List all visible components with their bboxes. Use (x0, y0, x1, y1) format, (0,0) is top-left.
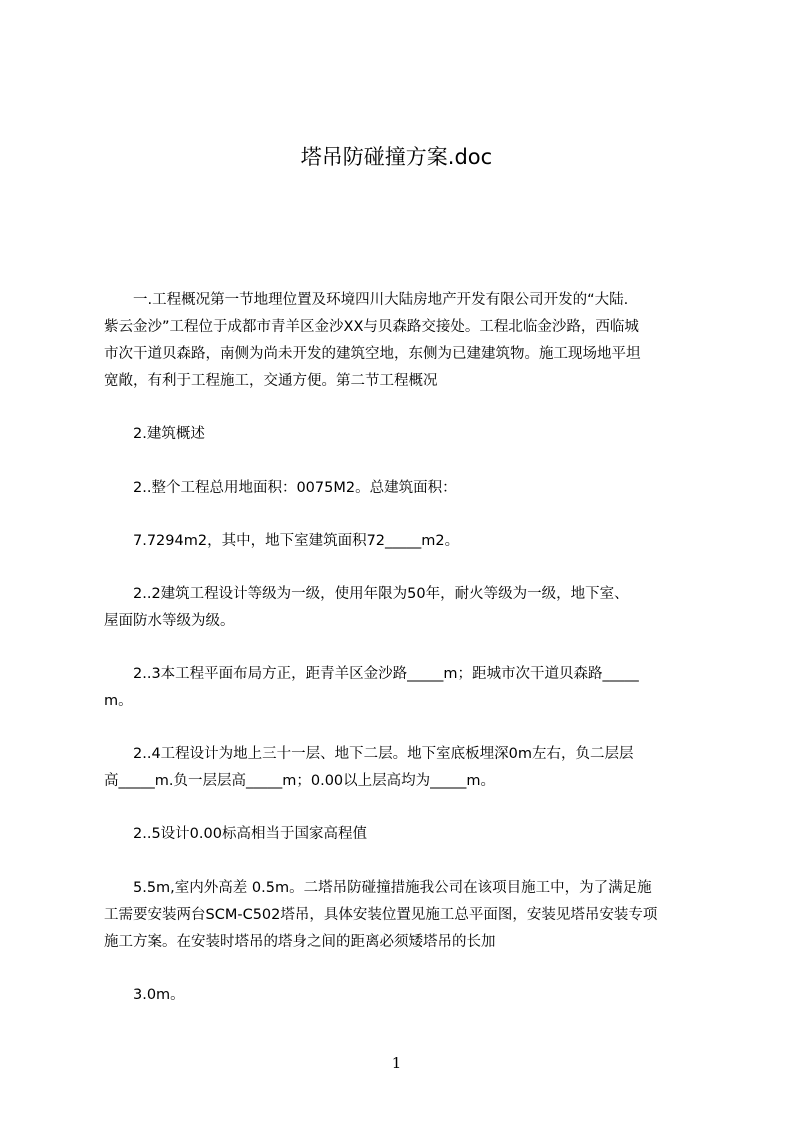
text-line: 2.建筑概述 (104, 426, 205, 442)
text-line: 施工方案。在安装时塔吊的塔身之间的距离必须矮塔吊的长加 (104, 934, 496, 950)
text-line: 市次干道贝森路，南侧为尚未开发的建筑空地，东侧为已建建筑物。施工现场地平坦 (104, 346, 641, 362)
text-line: 2..整个工程总用地面积：0075M2。总建筑面积： (104, 480, 457, 496)
paragraph-elevation (104, 821, 700, 848)
text-line: 2..5设计0.00标高相当于国家高程值 (104, 826, 367, 842)
text-line: 屋面防水等级为级。 (104, 613, 235, 629)
text-line: 2..3本工程平面布局方正，距青羊区金沙路_____m；距城市次干道贝森路_____ (104, 666, 639, 682)
text-line: 7.7294m2，其中，地下室建筑面积72_____m2。 (104, 533, 460, 549)
text-line: m。 (104, 693, 133, 709)
paragraph-overview (104, 287, 700, 395)
paragraph-crane-measures (104, 875, 700, 956)
document-title: 塔吊防碰撞方案.doc (300, 145, 493, 169)
paragraph-land-area (104, 475, 700, 502)
paragraph-layout (104, 661, 700, 715)
paragraph-floors (104, 741, 700, 795)
paragraph-design-grade (104, 581, 700, 635)
page-number: 1 (391, 1054, 402, 1072)
paragraph-distance (104, 982, 700, 1009)
paragraph-building-area (104, 528, 700, 555)
text-line: 5.5m,室内外高差 0.5m。二塔吊防碰撞措施我公司在该项目施工中，为了满足施 (104, 880, 652, 896)
text-line: 一.工程概况第一节地理位置及环境四川大陆房地产开发有限公司开发的“大陆. (104, 292, 629, 308)
text-line: 工需要安装两台SCM-C502塔吊，具体安装位置见施工总平面图，安装见塔吊安装专项 (104, 907, 658, 923)
text-line: 2..4工程设计为地上三十一层、地下二层。地下室底板埋深0m左右，负二层层 (104, 746, 634, 762)
text-line: 3.0m。 (104, 987, 185, 1003)
text-line: 宽敞，有利于工程施工，交通方便。第二节工程概况 (104, 373, 438, 389)
text-line: 2..2建筑工程设计等级为一级，使用年限为50年，耐火等级为一级，地下室、 (104, 586, 629, 602)
text-line: 紫云金沙”工程位于成都市青羊区金沙XX与贝森路交接处。工程北临金沙路，西临城 (104, 319, 639, 335)
text-line: 高_____m.负一层层高_____m；0.00以上层高均为_____m。 (104, 773, 496, 789)
paragraph-building-overview (104, 421, 700, 448)
